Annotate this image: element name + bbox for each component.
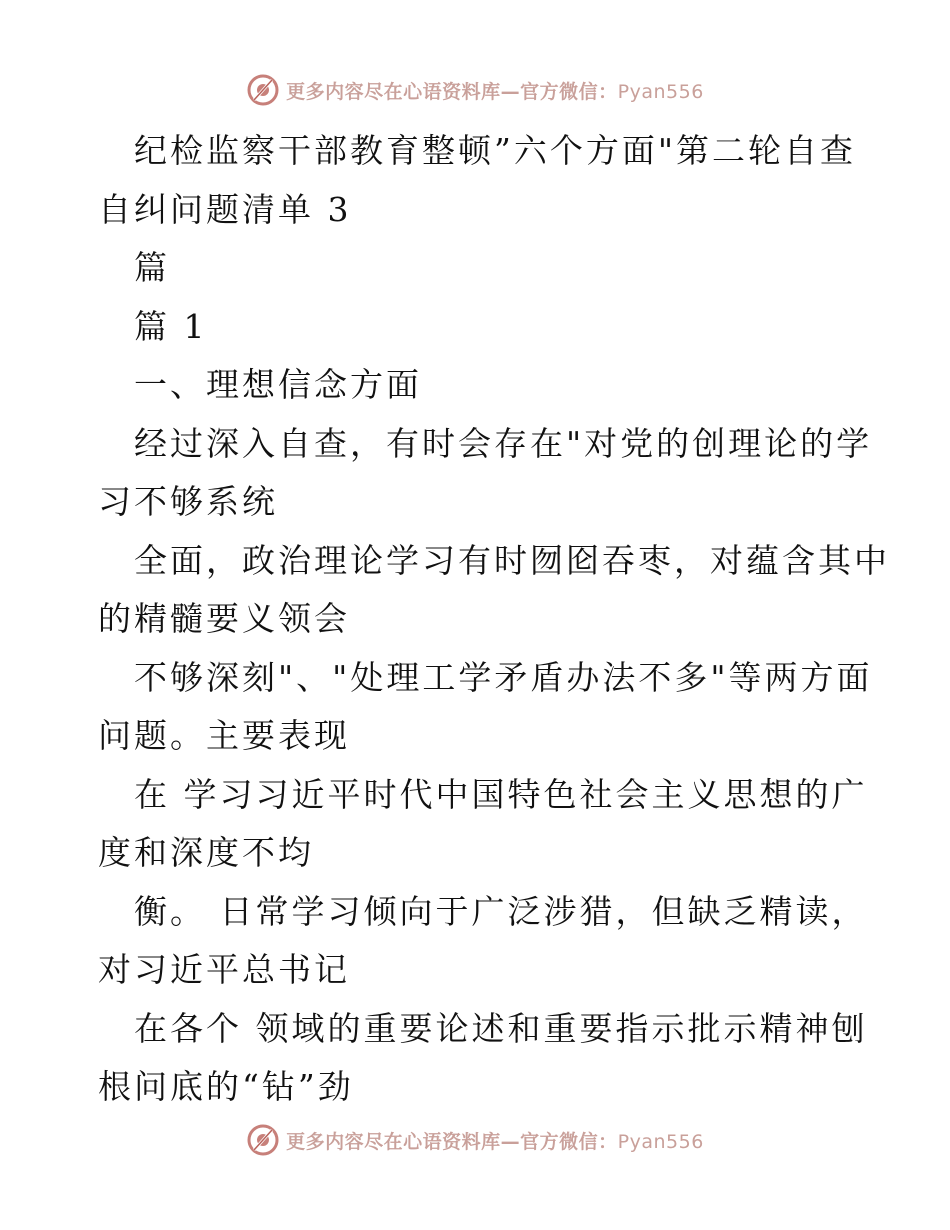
text-line: 篇	[134, 248, 170, 287]
pen-logo-icon	[246, 1123, 280, 1157]
banner-label: 更多内容尽在心语资料库—官方微信：	[286, 80, 618, 103]
text-line: 对习近平总书记	[98, 950, 350, 989]
text-line: 在 学习习近平时代中国特色社会主义思想的广	[134, 774, 868, 814]
banner-text	[286, 1127, 704, 1154]
text-line: 全面，政治理论学习有时囫囵吞枣，对蕴含其中	[134, 540, 890, 580]
text-line: 在各个 领域的重要论述和重要指示批示精神刨	[134, 1008, 868, 1048]
banner-label: 更多内容尽在心语资料库—官方微信：	[286, 1130, 618, 1153]
banner-wechat-id: Pyan556	[617, 80, 704, 103]
banner-text	[286, 77, 704, 104]
text-line: 习不够系统	[98, 482, 278, 521]
text-line: 根问底的“钻”劲	[98, 1067, 354, 1106]
text-line: 的精髓要义领会	[98, 599, 350, 638]
text-line: 度和深度不均	[98, 833, 314, 872]
text-line: 经过深入自查，有时会存在"对党的创理论的学	[134, 423, 873, 463]
header-banner	[0, 70, 950, 110]
text-line: 衡。 日常学习倾向于广泛涉猎，但缺乏精读，	[134, 891, 868, 931]
text-line: 一、理想信念方面	[134, 365, 422, 404]
banner-wechat-id: Pyan556	[617, 1130, 704, 1153]
text-line: 自纠问题清单 3	[98, 189, 352, 229]
footer-banner	[0, 1120, 950, 1160]
document-body	[98, 122, 890, 1117]
text-line: 问题。主要表现	[98, 716, 350, 755]
text-line: 不够深刻"、"处理工学矛盾办法不多"等两方面	[134, 657, 873, 697]
text-line: 篇 1	[134, 306, 208, 346]
text-line: 纪检监察干部教育整顿”六个方面"第二轮自查	[134, 131, 857, 170]
pen-logo-icon	[246, 73, 280, 107]
